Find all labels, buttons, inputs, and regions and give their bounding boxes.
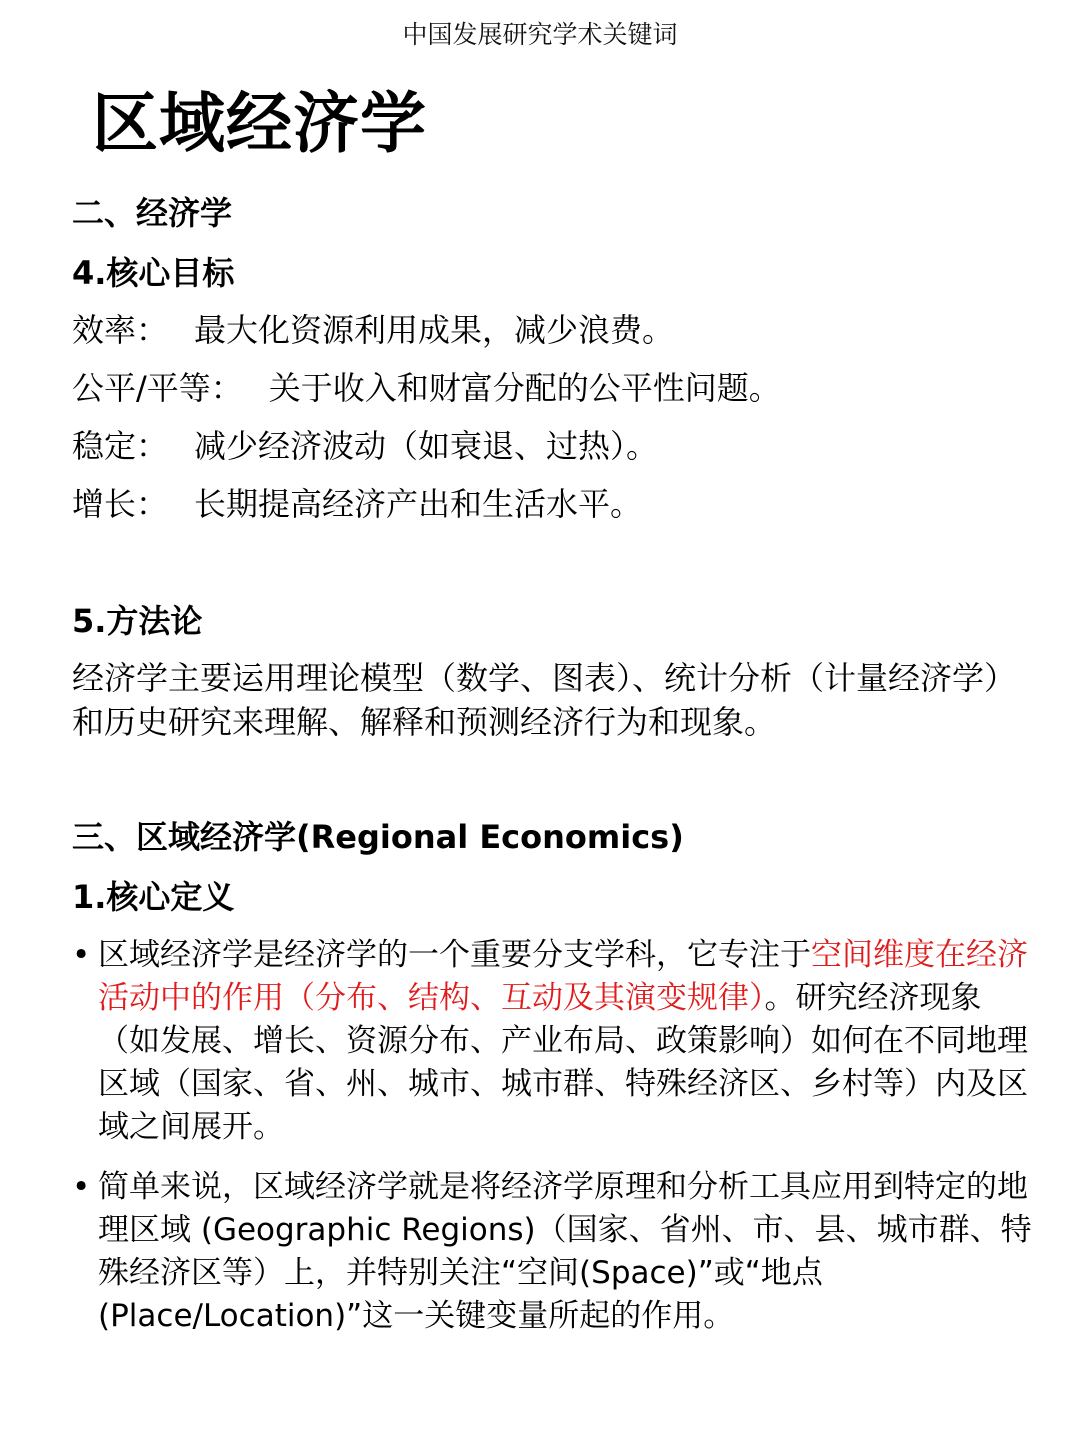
subheading-core-goals: 4.核心目标: [72, 254, 235, 292]
goal-desc: 最大化资源利用成果，减少浪费。: [194, 311, 675, 349]
goal-item-stability: [72, 424, 1032, 468]
goal-term: 增长：: [72, 485, 169, 523]
goal-item-growth: [72, 482, 1032, 526]
bullet-text: 简单来说，区域经济学就是将经济学原理和分析工具应用到特定的地理区域 (Geographic Regions)（国家、省州、市、县、城市群、特殊经济区等）上，并特别关注“空间(Space)”或“地点 (Place/Location)”这一关键变量所起的作用。: [98, 1169, 1032, 1334]
page-title: 区域经济学: [92, 85, 427, 162]
bullet-text: [98, 934, 1032, 1149]
subheading-methodology: 5.方法论: [72, 602, 203, 640]
section-heading-economics: 二、经济学: [72, 194, 233, 232]
section-heading-regional-economics: 三、区域经济学(Regional Economics): [72, 818, 684, 856]
goal-term: 稳定：: [72, 427, 169, 465]
page-caption: 中国发展研究学术关键词: [402, 20, 678, 49]
subheading-core-definition: 1.核心定义: [72, 878, 235, 916]
bullet-text-part: 。研究经济现象（如发展、增长、资源分布、产业布局、政策影响）如何在不同地理区域（国家、省、州、城市、城市群、特殊经济区、乡村等）内及区域之间展开。: [98, 980, 1028, 1145]
goal-desc: 关于收入和财富分配的公平性问题。: [268, 369, 781, 407]
goal-desc: 减少经济波动（如衰退、过热）。: [194, 427, 659, 465]
bullet-dot-icon: •: [72, 937, 91, 973]
methodology-paragraph: 经济学主要运用理论模型（数学、图表）、统计分析（计量经济学）和历史研究来理解、解释和预测经济行为和现象。: [72, 659, 1017, 741]
bullet-item-definition: [72, 934, 1032, 1149]
goal-term: 公平/平等：: [72, 369, 243, 407]
bullet-text-part: 区域经济学是经济学的一个重要分支学科，它专注于: [98, 937, 811, 973]
goal-desc: 长期提高经济产出和生活水平。: [194, 485, 643, 523]
bullet-dot-icon: •: [72, 1169, 91, 1205]
goal-item-efficiency: [72, 308, 1032, 352]
goal-item-equity: [72, 366, 1032, 410]
goal-term: 效率：: [72, 311, 169, 349]
highlight-text: 空间维度在经济活动中的作用（分布、结构、互动及其演变规律）: [98, 937, 1028, 1016]
bullet-item-summary: [72, 1166, 1032, 1338]
